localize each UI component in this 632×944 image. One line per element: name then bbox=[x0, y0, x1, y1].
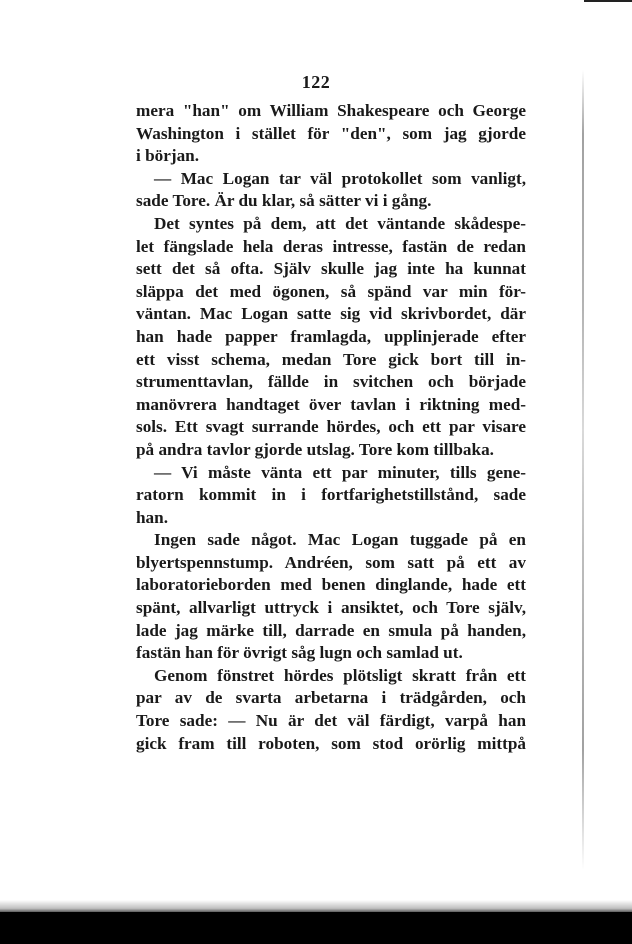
text-line: blyertspennstump. Andréen, som satt på ett av bbox=[136, 552, 526, 572]
text-line: Ingen sade något. Mac Logan tuggade på en bbox=[154, 530, 526, 550]
text-line: — Mac Logan tar väl protokollet som vanligt, bbox=[154, 168, 526, 188]
text-line: spänt, allvarligt uttryck i ansiktet, och Tore själv, bbox=[136, 598, 526, 618]
text-line: strumenttavlan, fällde in svitchen och började bbox=[136, 372, 526, 392]
text-line: han hade papper framlagda, upplinjerade efter bbox=[136, 326, 526, 346]
body-text bbox=[136, 100, 526, 755]
text-line: Det syntes på dem, att det väntande skådespe- bbox=[154, 213, 526, 233]
text-line: i början. bbox=[136, 146, 200, 166]
text-line: — Vi måste vänta ett par minuter, tills gene- bbox=[154, 462, 526, 482]
text-line: Tore sade: — Nu är det väl färdigt, varpå han bbox=[136, 711, 526, 731]
text-line: gick fram till roboten, som stod orörlig mittpå bbox=[136, 733, 526, 753]
text-line: Genom fönstret hördes plötsligt skratt från ett bbox=[154, 665, 526, 685]
text-line: fastän han för övrigt såg lugn och samlad ut. bbox=[136, 643, 463, 663]
text-line: sett det så ofta. Själv skulle jag inte ha kunnat bbox=[136, 259, 526, 279]
text-line: på andra tavlor gjorde utslag. Tore kom tillbaka. bbox=[136, 439, 494, 459]
page-number: 122 bbox=[301, 72, 331, 92]
text-line: par av de svarta arbetarna i trädgården, och bbox=[136, 688, 526, 708]
text-line: Washington i stället för "den", som jag gjorde bbox=[136, 123, 526, 143]
text-line: han. bbox=[136, 507, 169, 527]
scan-corner-edge bbox=[584, 0, 632, 2]
scan-page-edge bbox=[582, 70, 584, 870]
text-line: let fängslade hela deras intresse, fastän de redan bbox=[136, 236, 526, 256]
scan-bottom-border bbox=[0, 912, 632, 944]
text-line: väntan. Mac Logan satte sig vid skrivbordet, där bbox=[136, 304, 526, 324]
text-line: ett visst schema, medan Tore gick bort till in- bbox=[136, 349, 526, 369]
text-line: sols. Ett svagt surrande hördes, och ett par visare bbox=[136, 417, 526, 437]
text-line: ratorn kommit in i fortfarighetstillstånd, sade bbox=[136, 485, 526, 505]
text-line: manövrera handtaget över tavlan i riktning med- bbox=[136, 394, 526, 414]
text-line: sade Tore. Är du klar, så sätter vi i gång. bbox=[136, 191, 432, 211]
text-line: laboratorieborden med benen dinglande, hade ett bbox=[136, 575, 526, 595]
text-line: mera "han" om William Shakespeare och George bbox=[136, 101, 526, 120]
text-line: lade jag märke till, darrade en smula på handen, bbox=[136, 620, 526, 640]
text-line: släppa det med ögonen, så spänd var min för- bbox=[136, 281, 526, 301]
